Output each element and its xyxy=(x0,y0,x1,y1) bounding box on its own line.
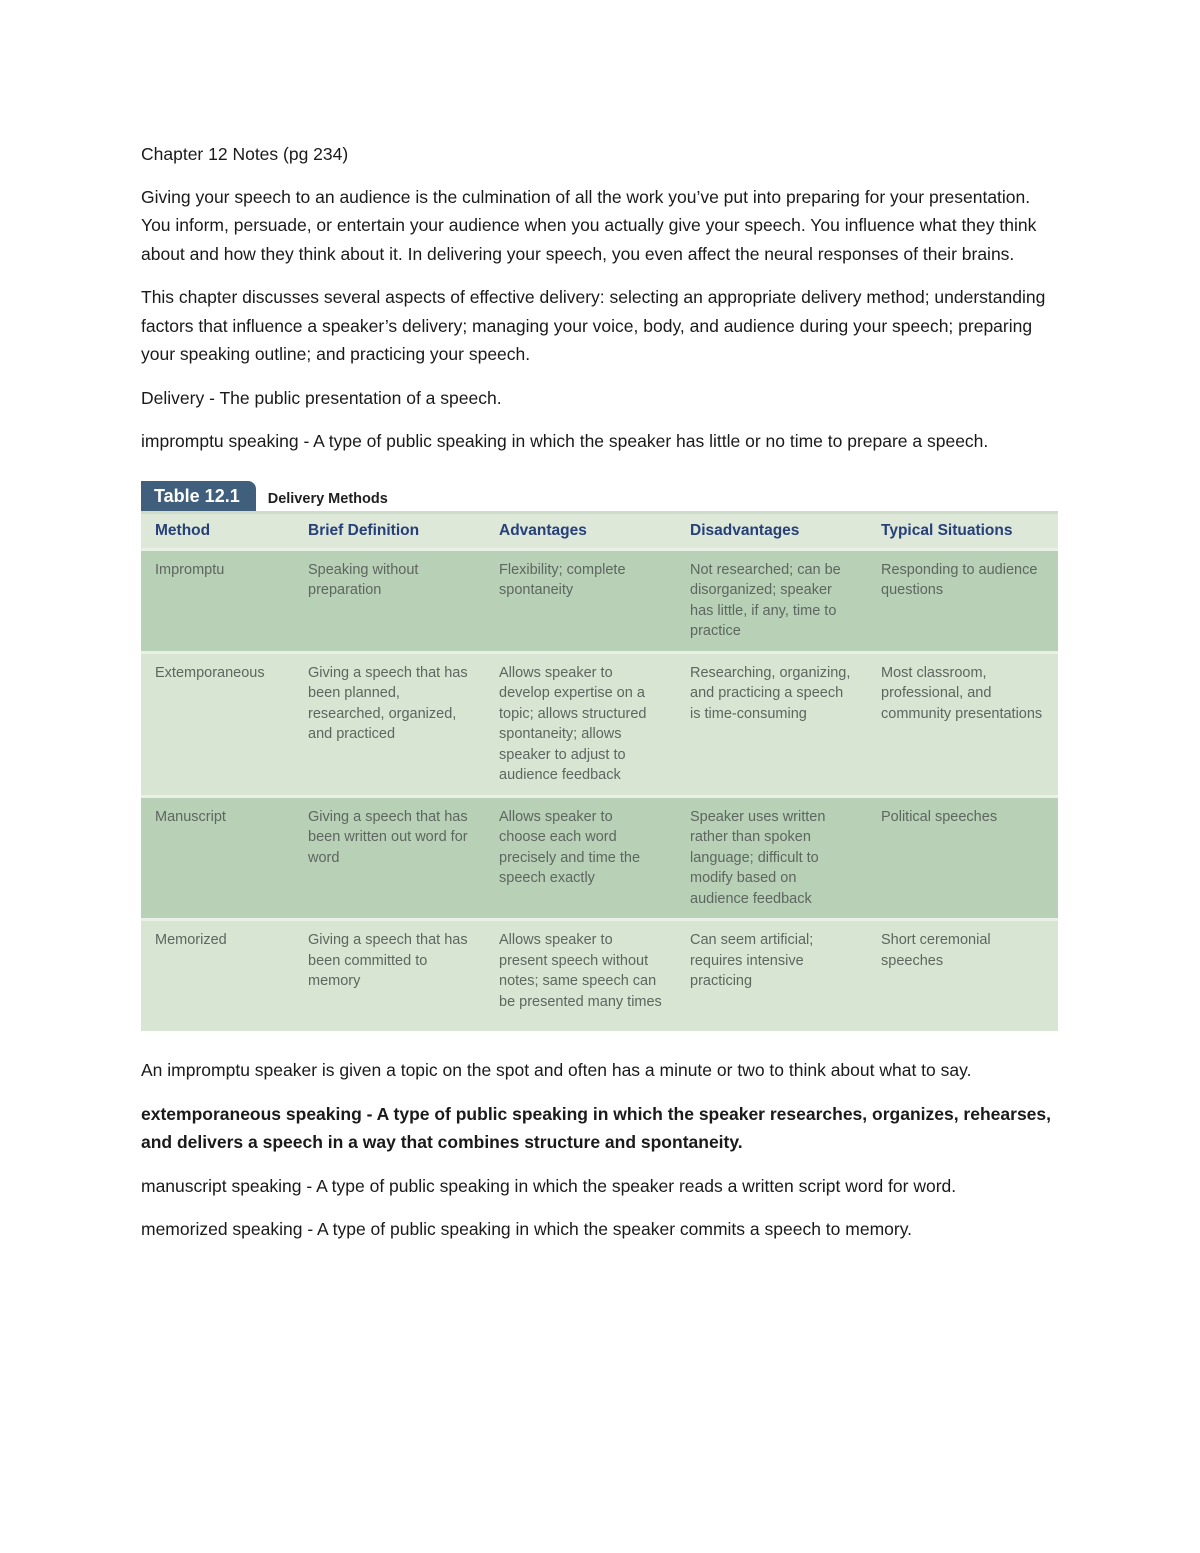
column-header: Advantages xyxy=(485,512,676,549)
table-cell: Flexibility; complete spontaneity xyxy=(485,549,676,652)
table-cell: Responding to audience questions xyxy=(867,549,1058,652)
intro-paragraph: Giving your speech to an audience is the culmination of all the work you’ve put into preparing for your presentation. You inform, persuade, or entertain your audience when you actually give your speech. You influence what they think about and how they think about it. In delivering your speech, you even affect the neural responses of their brains. xyxy=(141,186,1037,264)
table-cell: Can seem artificial; requires intensive practicing xyxy=(676,920,867,1032)
table-cell: Giving a speech that has been written out word for word xyxy=(294,796,485,920)
table-caption: Delivery Methods xyxy=(267,490,388,507)
column-header: Disadvantages xyxy=(676,512,867,549)
definition-impromptu: impromptu speaking - A type of public speaking in which the speaker has little or no time to prepare a speech. xyxy=(141,431,989,451)
table-heading xyxy=(141,478,1058,511)
column-header: Method xyxy=(141,512,294,549)
table-cell: Political speeches xyxy=(867,796,1058,920)
document-body xyxy=(141,140,1061,1259)
table-cell: Most classroom, professional, and community presentations xyxy=(867,652,1058,796)
column-header: Typical Situations xyxy=(867,512,1058,549)
column-header: Brief Definition xyxy=(294,512,485,549)
table-cell: Speaking without preparation xyxy=(294,549,485,652)
table-cell: Researching, organizing, and practicing a speech is time-consuming xyxy=(676,652,867,796)
table-row xyxy=(141,549,1058,652)
page-title: Chapter 12 Notes (pg 234) xyxy=(141,144,349,164)
table-cell: Allows speaker to present speech without notes; same speech can be presented many times xyxy=(485,920,676,1032)
table-cell: Extemporaneous xyxy=(141,652,294,796)
table-cell: Allows speaker to choose each word precisely and time the speech exactly xyxy=(485,796,676,920)
table-cell: Giving a speech that has been committed to memory xyxy=(294,920,485,1032)
table-cell: Not researched; can be disorganized; speaker has little, if any, time to practice xyxy=(676,549,867,652)
definition-memorized: memorized speaking - A type of public speaking in which the speaker commits a speech to memory. xyxy=(141,1219,913,1239)
delivery-methods-table xyxy=(141,478,1058,1032)
table-cell: Speaker uses written rather than spoken language; difficult to modify based on audience feedback xyxy=(676,796,867,920)
definition-delivery: Delivery - The public presentation of a speech. xyxy=(141,387,502,408)
table-row xyxy=(141,796,1058,920)
table-cell: Manuscript xyxy=(141,796,294,920)
table-grid xyxy=(141,511,1058,1032)
table-cell: Memorized xyxy=(141,920,294,1032)
definition-extemporaneous: extemporaneous speaking - A type of public speaking in which the speaker researches, organizes, rehearses, and delivers a speech in a way that combines structure and spontaneity. xyxy=(141,1103,1051,1152)
table-cell: Impromptu xyxy=(141,549,294,652)
table-cell: Giving a speech that has been planned, researched, organized, and practiced xyxy=(294,652,485,796)
table-header-row xyxy=(141,512,1058,549)
table-row xyxy=(141,652,1058,796)
table-row xyxy=(141,920,1058,1032)
table-number-badge: Table 12.1 xyxy=(141,481,256,511)
overview-paragraph: This chapter discusses several aspects of effective delivery: selecting an appropriate delivery method; understanding factors that influence a speaker’s delivery; managing your voice, body, and audience during your speech; preparing your speaking outline; and practicing your speech. xyxy=(141,287,1046,364)
table-cell: Short ceremonial speeches xyxy=(867,920,1058,1032)
definition-manuscript: manuscript speaking - A type of public speaking in which the speaker reads a written script word for word. xyxy=(141,1175,957,1196)
impromptu-note: An impromptu speaker is given a topic on the spot and often has a minute or two to think about what to say. xyxy=(141,1060,972,1080)
table-cell: Allows speaker to develop expertise on a topic; allows structured spontaneity; allows speaker to adjust to audience feedback xyxy=(485,652,676,796)
